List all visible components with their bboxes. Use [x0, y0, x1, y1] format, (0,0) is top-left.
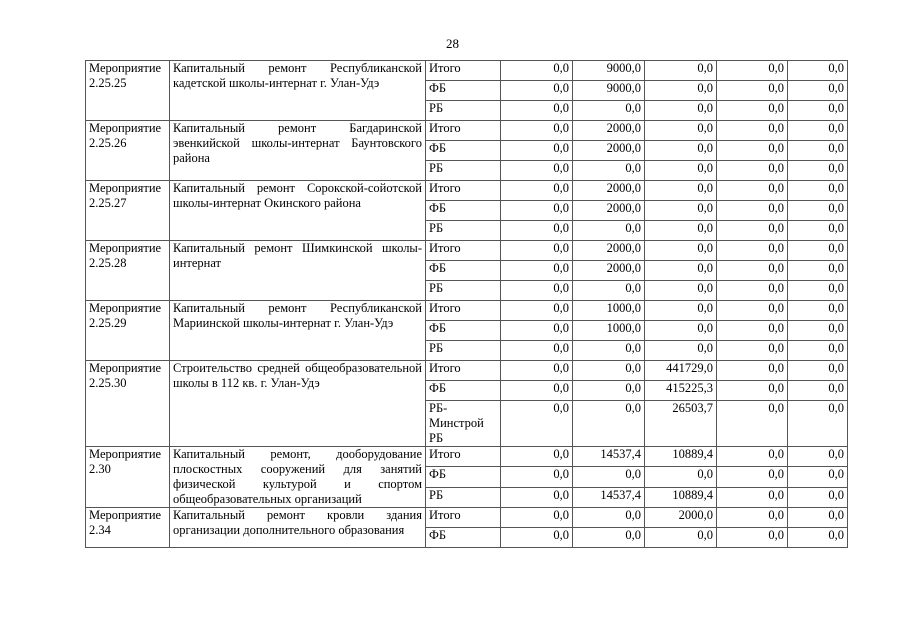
amount-cell: 0,0 [645, 341, 717, 361]
funding-source: ФБ [426, 528, 501, 548]
amount-cell: 9000,0 [573, 61, 645, 81]
amount-cell: 0,0 [788, 528, 848, 548]
amount-cell: 0,0 [501, 381, 573, 401]
funding-source: ФБ [426, 261, 501, 281]
amount-cell: 0,0 [717, 487, 788, 507]
amount-cell: 0,0 [717, 121, 788, 141]
funding-source: Итого [426, 241, 501, 261]
activity-description: Капитальный ремонт Шимкинской школы-интернат [170, 241, 426, 301]
amount-cell: 0,0 [717, 528, 788, 548]
funding-source: ФБ [426, 201, 501, 221]
amount-cell: 0,0 [717, 81, 788, 101]
funding-source: ФБ [426, 321, 501, 341]
amount-cell: 0,0 [501, 301, 573, 321]
table-row [86, 61, 848, 81]
amount-cell: 0,0 [645, 161, 717, 181]
funding-source: ФБ [426, 381, 501, 401]
amount-cell: 0,0 [788, 508, 848, 528]
amount-cell: 9000,0 [573, 81, 645, 101]
amount-cell: 0,0 [788, 221, 848, 241]
activity-code: Мероприятие 2.30 [86, 447, 170, 508]
amount-cell: 0,0 [501, 528, 573, 548]
amount-cell: 0,0 [501, 261, 573, 281]
amount-cell: 10889,4 [645, 487, 717, 507]
amount-cell: 0,0 [501, 101, 573, 121]
table-body [86, 61, 848, 548]
amount-cell: 0,0 [501, 81, 573, 101]
amount-cell: 0,0 [573, 161, 645, 181]
activity-code: Мероприятие 2.34 [86, 508, 170, 548]
amount-cell: 0,0 [717, 181, 788, 201]
amount-cell: 0,0 [573, 221, 645, 241]
amount-cell: 0,0 [717, 467, 788, 487]
activity-description: Строительство средней общеобразовательной школы в 112 кв. г. Улан-Удэ [170, 361, 426, 447]
amount-cell: 0,0 [501, 321, 573, 341]
funding-source: Итого [426, 361, 501, 381]
amount-cell: 0,0 [573, 528, 645, 548]
funding-source: РБ-Минстрой РБ [426, 401, 501, 447]
table-row [86, 301, 848, 321]
funding-source: ФБ [426, 467, 501, 487]
activity-description: Капитальный ремонт Багдаринской эвенкийской школы-интернат Баунтовского района [170, 121, 426, 181]
amount-cell: 0,0 [788, 281, 848, 301]
amount-cell: 2000,0 [573, 261, 645, 281]
table-row [86, 508, 848, 528]
amount-cell: 0,0 [788, 161, 848, 181]
funding-source: ФБ [426, 81, 501, 101]
amount-cell: 0,0 [717, 281, 788, 301]
activity-code: Мероприятие 2.25.30 [86, 361, 170, 447]
funding-source: РБ [426, 341, 501, 361]
amount-cell: 0,0 [788, 261, 848, 281]
amount-cell: 0,0 [573, 361, 645, 381]
amount-cell: 0,0 [501, 181, 573, 201]
amount-cell: 0,0 [573, 508, 645, 528]
amount-cell: 0,0 [717, 261, 788, 281]
amount-cell: 0,0 [501, 121, 573, 141]
amount-cell: 0,0 [788, 121, 848, 141]
amount-cell: 0,0 [501, 487, 573, 507]
amount-cell: 0,0 [573, 281, 645, 301]
page-number: 28 [446, 36, 459, 51]
amount-cell: 1000,0 [573, 301, 645, 321]
amount-cell: 441729,0 [645, 361, 717, 381]
activity-description: Капитальный ремонт Сорокской-сойотской школы-интернат Окинского района [170, 181, 426, 241]
activity-description: Капитальный ремонт Республиканской Мариинской школы-интернат г. Улан-Удэ [170, 301, 426, 361]
amount-cell: 0,0 [645, 301, 717, 321]
amount-cell: 0,0 [788, 361, 848, 381]
budget-table [85, 60, 848, 548]
amount-cell: 0,0 [645, 281, 717, 301]
amount-cell: 0,0 [717, 201, 788, 221]
amount-cell: 2000,0 [645, 508, 717, 528]
funding-source: Итого [426, 301, 501, 321]
amount-cell: 0,0 [501, 281, 573, 301]
amount-cell: 0,0 [645, 241, 717, 261]
amount-cell: 0,0 [717, 301, 788, 321]
amount-cell: 0,0 [501, 467, 573, 487]
amount-cell: 0,0 [645, 321, 717, 341]
amount-cell: 0,0 [645, 261, 717, 281]
amount-cell: 14537,4 [573, 447, 645, 467]
activity-description: Капитальный ремонт Республиканской кадетской школы-интернат г. Улан-Удэ [170, 61, 426, 121]
activity-code: Мероприятие 2.25.25 [86, 61, 170, 121]
activity-description: Капитальный ремонт кровли здания организации дополнительного образования [170, 508, 426, 548]
funding-source: Итого [426, 61, 501, 81]
table-row [86, 121, 848, 141]
amount-cell: 0,0 [788, 447, 848, 467]
amount-cell: 2000,0 [573, 241, 645, 261]
amount-cell: 1000,0 [573, 321, 645, 341]
amount-cell: 0,0 [573, 401, 645, 447]
amount-cell: 0,0 [788, 81, 848, 101]
amount-cell: 0,0 [645, 101, 717, 121]
amount-cell: 0,0 [717, 321, 788, 341]
amount-cell: 0,0 [717, 61, 788, 81]
amount-cell: 26503,7 [645, 401, 717, 447]
amount-cell: 0,0 [645, 528, 717, 548]
amount-cell: 0,0 [501, 401, 573, 447]
amount-cell: 0,0 [501, 221, 573, 241]
amount-cell: 2000,0 [573, 141, 645, 161]
table-row [86, 447, 848, 467]
funding-source: РБ [426, 101, 501, 121]
table-row [86, 241, 848, 261]
amount-cell: 0,0 [501, 241, 573, 261]
amount-cell: 0,0 [645, 221, 717, 241]
funding-source: Итого [426, 447, 501, 467]
funding-source: РБ [426, 281, 501, 301]
amount-cell: 0,0 [645, 121, 717, 141]
amount-cell: 0,0 [717, 141, 788, 161]
amount-cell: 0,0 [788, 381, 848, 401]
amount-cell: 0,0 [788, 101, 848, 121]
amount-cell: 0,0 [501, 508, 573, 528]
amount-cell: 0,0 [573, 381, 645, 401]
amount-cell: 0,0 [573, 341, 645, 361]
amount-cell: 0,0 [788, 181, 848, 201]
funding-source: ФБ [426, 141, 501, 161]
funding-source: Итого [426, 181, 501, 201]
table-row [86, 361, 848, 381]
amount-cell: 0,0 [717, 381, 788, 401]
amount-cell: 0,0 [573, 101, 645, 121]
amount-cell: 0,0 [717, 361, 788, 381]
amount-cell: 0,0 [788, 467, 848, 487]
amount-cell: 0,0 [788, 241, 848, 261]
amount-cell: 0,0 [645, 467, 717, 487]
amount-cell: 10889,4 [645, 447, 717, 467]
amount-cell: 0,0 [645, 61, 717, 81]
amount-cell: 0,0 [788, 487, 848, 507]
amount-cell: 0,0 [501, 447, 573, 467]
amount-cell: 0,0 [645, 141, 717, 161]
activity-code: Мероприятие 2.25.28 [86, 241, 170, 301]
amount-cell: 0,0 [788, 321, 848, 341]
funding-source: РБ [426, 161, 501, 181]
amount-cell: 0,0 [788, 301, 848, 321]
activity-description: Капитальный ремонт, дооборудование плоскостных сооружений для занятий физической культурой и спортом общеобразовательных организаций [170, 447, 426, 508]
amount-cell: 0,0 [717, 161, 788, 181]
amount-cell: 0,0 [717, 341, 788, 361]
funding-source: Итого [426, 121, 501, 141]
amount-cell: 0,0 [788, 201, 848, 221]
amount-cell: 0,0 [717, 447, 788, 467]
amount-cell: 2000,0 [573, 121, 645, 141]
funding-source: РБ [426, 221, 501, 241]
amount-cell: 0,0 [717, 221, 788, 241]
amount-cell: 0,0 [788, 141, 848, 161]
amount-cell: 2000,0 [573, 181, 645, 201]
amount-cell: 0,0 [501, 201, 573, 221]
amount-cell: 415225,3 [645, 381, 717, 401]
table-row [86, 181, 848, 201]
amount-cell: 0,0 [501, 161, 573, 181]
amount-cell: 14537,4 [573, 487, 645, 507]
activity-code: Мероприятие 2.25.29 [86, 301, 170, 361]
amount-cell: 0,0 [717, 101, 788, 121]
amount-cell: 0,0 [717, 508, 788, 528]
amount-cell: 0,0 [501, 61, 573, 81]
amount-cell: 0,0 [788, 61, 848, 81]
funding-source: РБ [426, 487, 501, 507]
amount-cell: 0,0 [573, 467, 645, 487]
amount-cell: 0,0 [501, 141, 573, 161]
amount-cell: 2000,0 [573, 201, 645, 221]
amount-cell: 0,0 [717, 401, 788, 447]
amount-cell: 0,0 [717, 241, 788, 261]
amount-cell: 0,0 [501, 341, 573, 361]
amount-cell: 0,0 [645, 181, 717, 201]
amount-cell: 0,0 [788, 401, 848, 447]
activity-code: Мероприятие 2.25.27 [86, 181, 170, 241]
activity-code: Мероприятие 2.25.26 [86, 121, 170, 181]
amount-cell: 0,0 [645, 81, 717, 101]
amount-cell: 0,0 [501, 361, 573, 381]
amount-cell: 0,0 [788, 341, 848, 361]
funding-source: Итого [426, 508, 501, 528]
amount-cell: 0,0 [645, 201, 717, 221]
